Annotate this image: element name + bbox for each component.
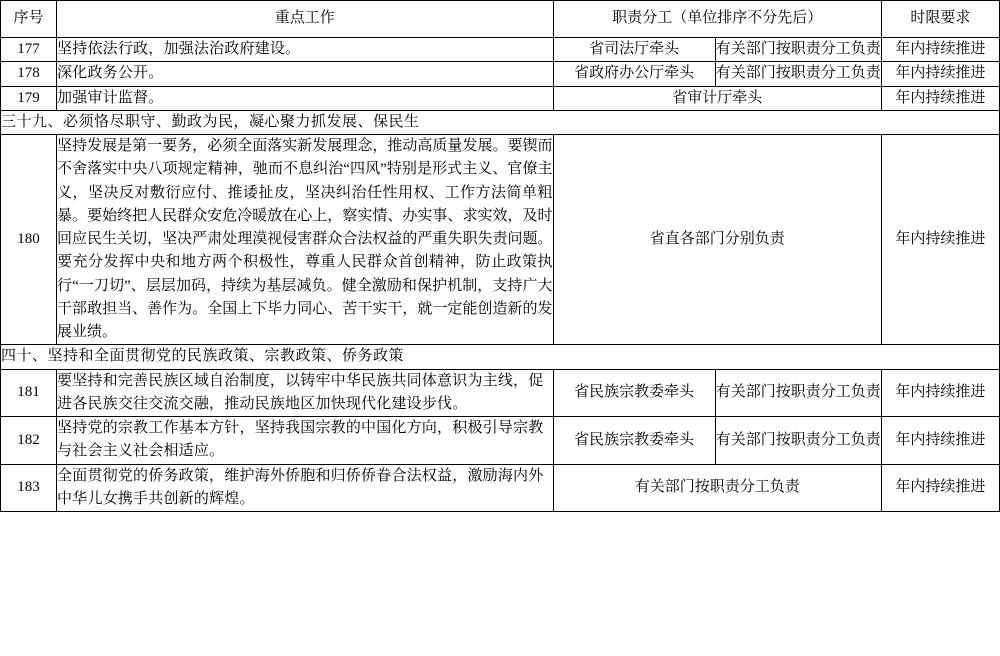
table-row bbox=[1, 62, 1000, 86]
row-time: 年内持续推进 bbox=[881, 38, 999, 62]
row-dept-lead: 省民族宗教委牵头 bbox=[553, 369, 715, 417]
table-row bbox=[1, 464, 1000, 512]
row-work: 深化政务公开。 bbox=[57, 62, 553, 86]
row-work: 坚持依法行政，加强法治政府建设。 bbox=[57, 38, 553, 62]
table-row bbox=[1, 135, 1000, 345]
row-seq: 183 bbox=[1, 464, 57, 512]
row-work: 要坚持和完善民族区域自治制度，以铸牢中华民族共同体意识为主线，促进各民族交往交流交融，推动民族地区加快现代化建设步伐。 bbox=[57, 369, 553, 417]
section-heading-row bbox=[1, 110, 1000, 134]
table-row bbox=[1, 86, 1000, 110]
row-dept: 省审计厅牵头 bbox=[553, 86, 881, 110]
row-dept: 有关部门按职责分工负责 bbox=[553, 464, 881, 512]
table-row bbox=[1, 38, 1000, 62]
row-dept: 省直各部门分别负责 bbox=[553, 135, 881, 345]
row-time: 年内持续推进 bbox=[881, 417, 999, 465]
table-row bbox=[1, 417, 1000, 465]
row-work: 坚持党的宗教工作基本方针，坚持我国宗教的中国化方向，积极引导宗教与社会主义社会相适应。 bbox=[57, 417, 553, 465]
row-work: 全面贯彻党的侨务政策，维护海外侨胞和归侨侨眷合法权益，激励海内外中华儿女携手共创新的辉煌。 bbox=[57, 464, 553, 512]
row-dept-lead: 省民族宗教委牵头 bbox=[553, 417, 715, 465]
section-title: 三十九、必须恪尽职守、勤政为民，凝心聚力抓发展、保民生 bbox=[1, 110, 1000, 134]
row-dept-support: 有关部门按职责分工负责 bbox=[715, 369, 881, 417]
table-row bbox=[1, 369, 1000, 417]
row-time: 年内持续推进 bbox=[881, 135, 999, 345]
header-time: 时限要求 bbox=[881, 1, 999, 38]
row-time: 年内持续推进 bbox=[881, 369, 999, 417]
header-work: 重点工作 bbox=[57, 1, 553, 38]
row-seq: 178 bbox=[1, 62, 57, 86]
row-work: 加强审计监督。 bbox=[57, 86, 553, 110]
row-dept-support: 有关部门按职责分工负责 bbox=[715, 62, 881, 86]
row-dept-support: 有关部门按职责分工负责 bbox=[715, 417, 881, 465]
row-time: 年内持续推进 bbox=[881, 86, 999, 110]
row-seq: 180 bbox=[1, 135, 57, 345]
section-title: 四十、坚持和全面贯彻党的民族政策、宗教政策、侨务政策 bbox=[1, 345, 1000, 369]
row-time: 年内持续推进 bbox=[881, 62, 999, 86]
row-seq: 177 bbox=[1, 38, 57, 62]
row-seq: 179 bbox=[1, 86, 57, 110]
row-seq: 182 bbox=[1, 417, 57, 465]
row-dept-lead: 省政府办公厅牵头 bbox=[553, 62, 715, 86]
row-time: 年内持续推进 bbox=[881, 464, 999, 512]
table-header-row bbox=[1, 1, 1000, 38]
row-seq: 181 bbox=[1, 369, 57, 417]
header-dept: 职责分工（单位排序不分先后） bbox=[553, 1, 881, 38]
row-work: 坚持发展是第一要务，必须全面落实新发展理念，推动高质量发展。要锲而不舍落实中央八项规定精神，驰而不息纠治“四风”特别是形式主义、官僚主义，坚决反对敷衍应付、推诿扯皮，坚决纠治任性用权、工作方法简单粗暴。要始终把人民群众安危冷暖放在心上，察实情、办实事、求实效，及时回应民生关切，坚决严肃处理漠视侵害群众合法权益的严重失职失责问题。要充分发挥中央和地方两个积极性，尊重人民群众首创精神，防止政策执行“一刀切”、层层加码，持续为基层减负。健全激励和保护机制，支持广大干部敢担当、善作为。全国上下毕力同心、苦干实干，就一定能创造新的发展业绩。 bbox=[57, 135, 553, 345]
section-heading-row bbox=[1, 345, 1000, 369]
row-dept-lead: 省司法厅牵头 bbox=[553, 38, 715, 62]
row-dept-support: 有关部门按职责分工负责 bbox=[715, 38, 881, 62]
header-seq: 序号 bbox=[1, 1, 57, 38]
